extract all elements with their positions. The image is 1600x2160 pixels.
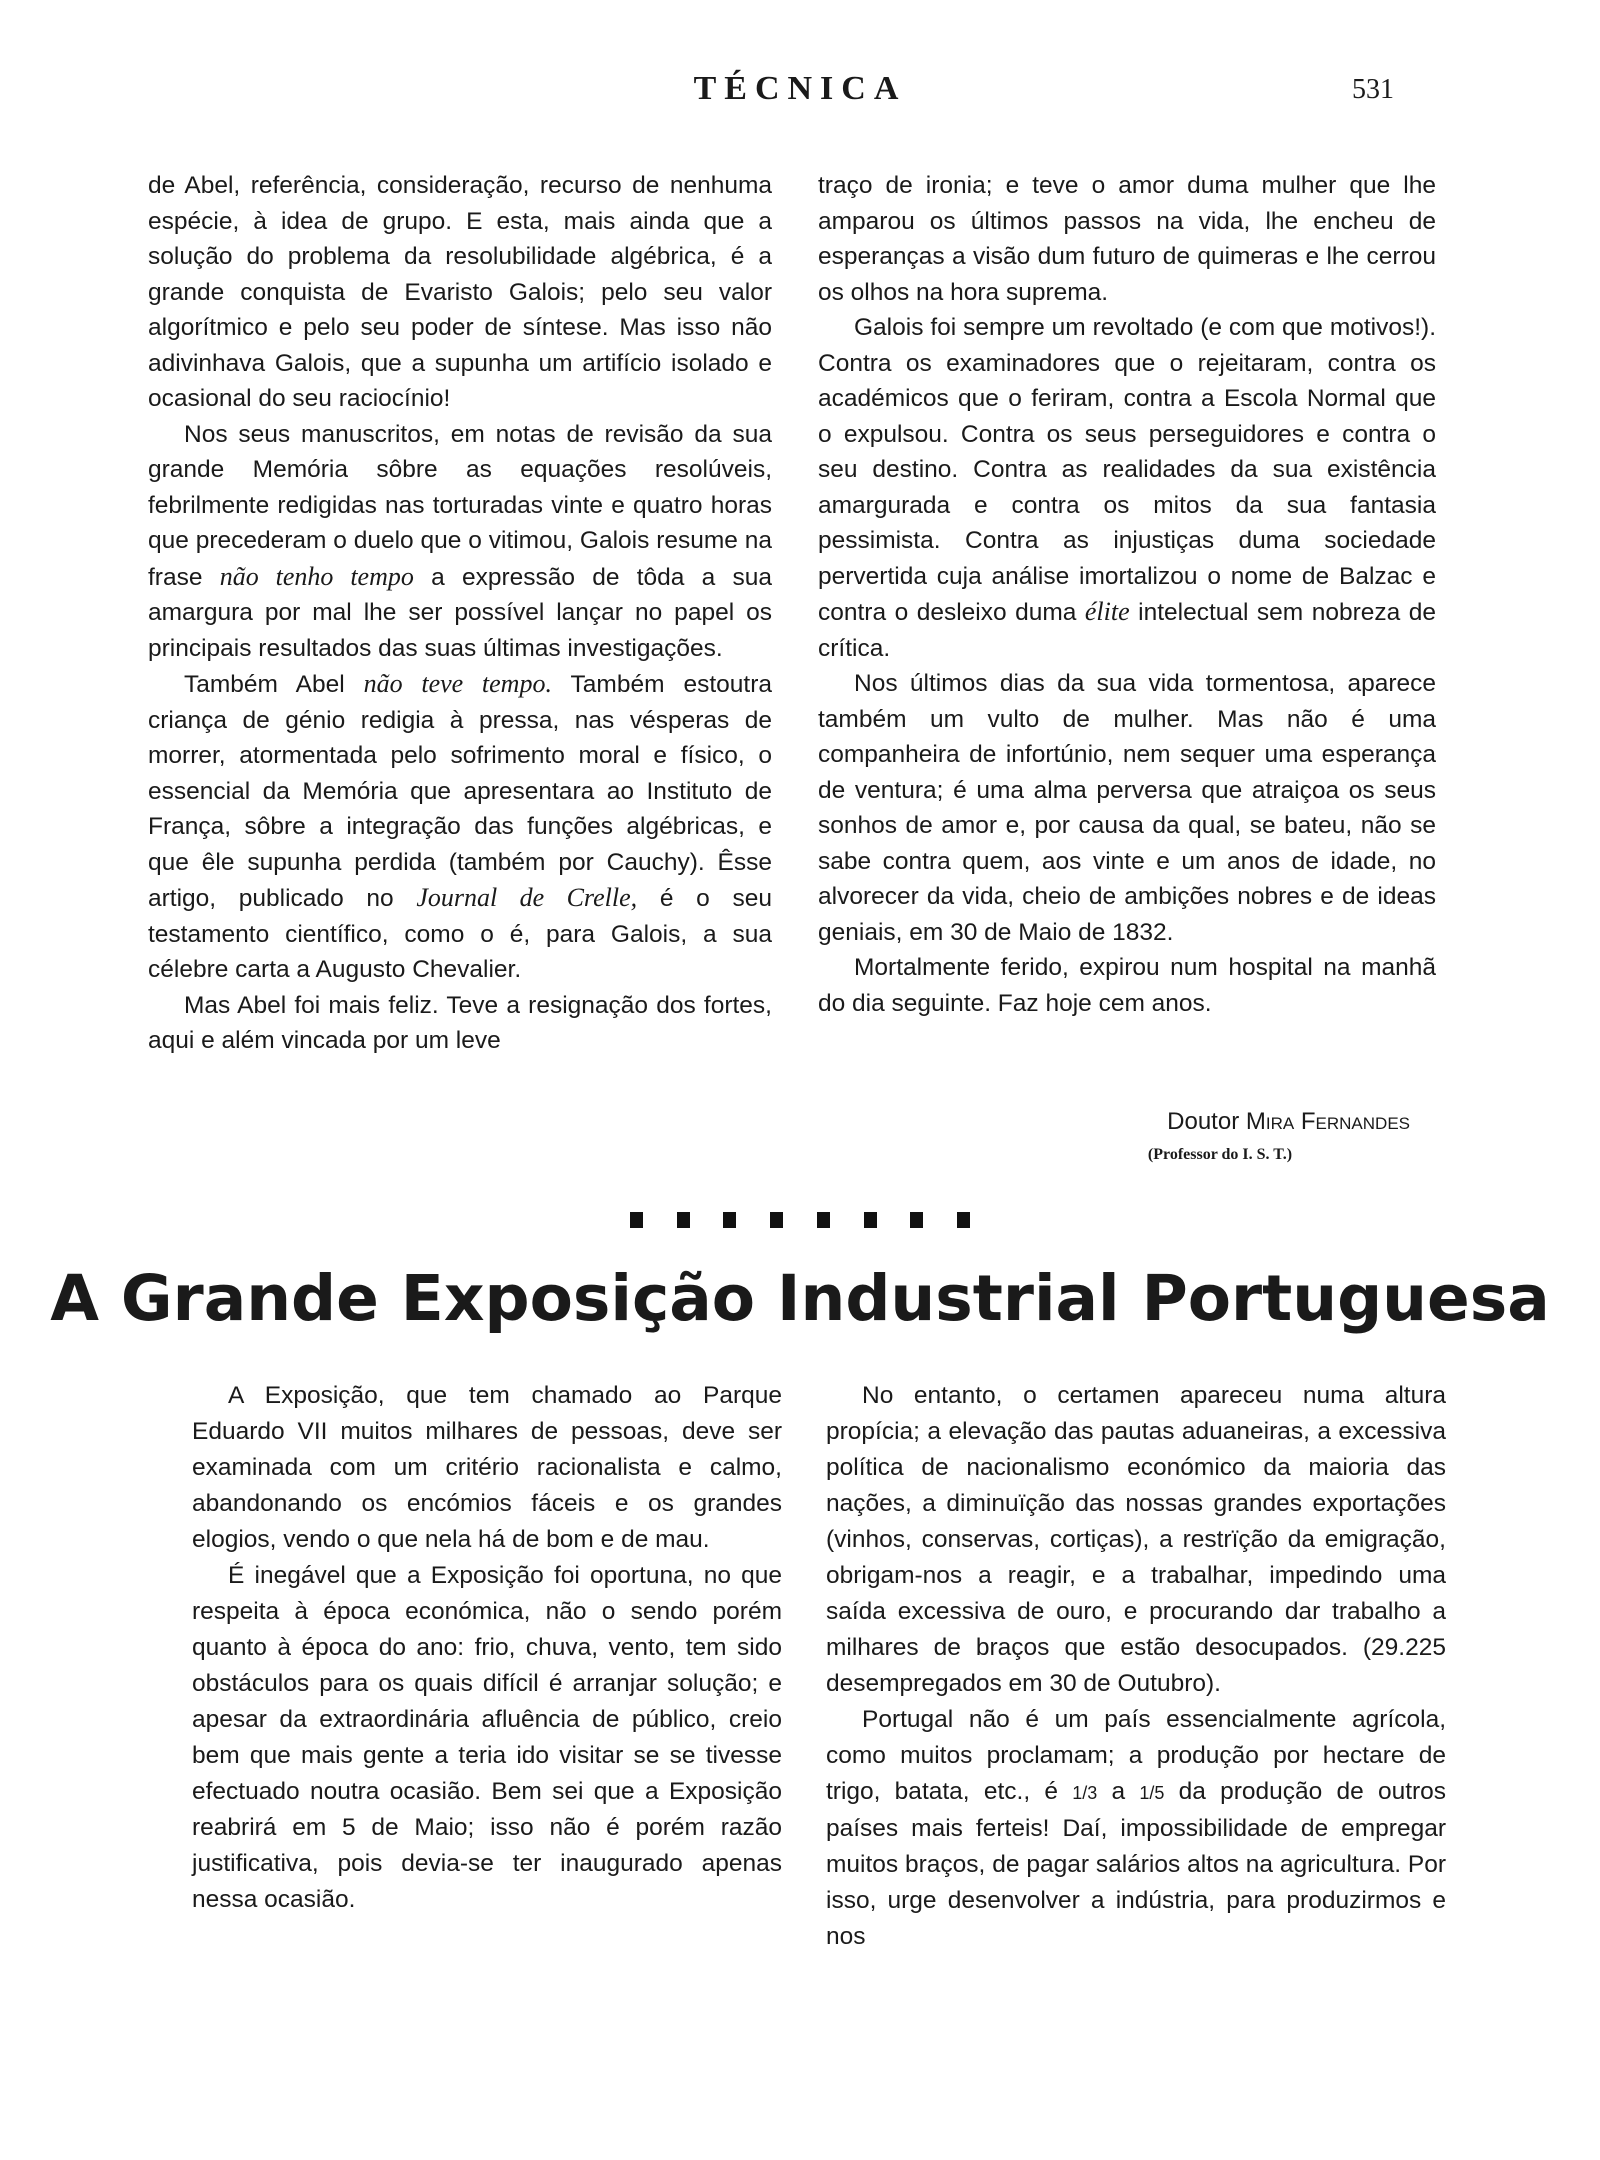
article-headline: A Grande Exposição Industrial Portuguesa [50, 1262, 1550, 1335]
paragraph: A Exposição, que tem chamado ao Parque Eduardo VII muitos milhares de pessoas, deve ser examinada com um critério racionalista e calmo, abandonando os encómios fáceis e os grandes elogios, vendo o que nela há de bom e de mau. [192, 1382, 782, 1553]
paragraph: Nos últimos dias da sua vida tormentosa, aparece também um vulto de mulher. Mas não é uma companheira de infortúnio, nem sequer uma esperança de ventura; é uma alma perversa que atraiçoa os seus sonhos de amor e, por causa da qual, se bateu, não se sabe contra quem, aos vinte e um anos de idade, no alvorecer da vida, cheio de ambições nobres e de ideas geniais, em 30 de Maio de 1832. [818, 670, 1436, 946]
separator-square [817, 1212, 830, 1228]
article1-left-column [148, 168, 772, 1059]
italic-word: élite [1084, 597, 1130, 626]
separator-square [957, 1212, 970, 1228]
italic-journal-title: Journal de Crelle, [416, 883, 638, 912]
section-separator [630, 1212, 970, 1228]
fraction: 1/5 [1139, 1783, 1165, 1803]
italic-phrase: não tenho tempo [219, 561, 414, 591]
fraction: 1/3 [1072, 1783, 1098, 1803]
paragraph: traço de ironia; e teve o amor duma mulher que lhe amparou os últimos passos na vida, lhe encheu de esperanças a visão dum futuro de quimeras e lhe cerrou os olhos na hora suprema. [818, 172, 1436, 306]
paragraph: Galois foi sempre um revoltado (e com que motivos!). Contra os examinadores que o rejeitaram, contra os académicos que o feriram, contra a Escola Normal que o expulsou. Contra os seus perseguidores e contra o seu destino. Contra as realidades da sua existência amargurada e contra os mitos da sua fantasia pessimista. Contra as injustiças duma sociedade pervertida cuja análise imortalizou o nome de Balzac e contra o desleixo duma élite intelectual sem nobreza de crítica. [818, 314, 1436, 662]
article2-left-column [192, 1378, 782, 1918]
article2-right-column [826, 1378, 1446, 1955]
paragraph: Mortalmente ferido, expirou num hospital na manhã do dia seguinte. Faz hoje cem anos. [818, 954, 1436, 1017]
italic-phrase: não teve tempo. [363, 669, 552, 698]
paragraph: No entanto, o certamen apareceu numa altura propícia; a elevação das pautas aduaneiras, a excessiva política de nacionalismo económico da maioria das nações, a diminuïção das nossas grandes exportações (vinhos, conservas, cortiças), a restrïção da emigração, obrigam-nos a reagir, e a trabalhar, impedindo uma saída excessiva de ouro, e procurando dar trabalho a milhares de braços que estão desocupados. (29.225 desempregados em 30 de Outubro). [826, 1382, 1446, 1697]
signature-title: Doutor [1167, 1108, 1240, 1135]
separator-square [770, 1212, 783, 1228]
separator-square [864, 1212, 877, 1228]
separator-square [677, 1212, 690, 1228]
separator-square [910, 1212, 923, 1228]
signature-name: Mira Fernandes [1245, 1108, 1410, 1135]
separator-square [723, 1212, 736, 1228]
paragraph: de Abel, referência, consideração, recurso de nenhuma espécie, à idea de grupo. E esta, mais ainda que a solução do problema da resolubilidade algébrica, é a grande conquista de Evaristo Galois; pelo seu valor algorítmico e pelo seu poder de síntese. Mas isso não adivinhava Galois, que a supunha um artifício isolado e ocasional do seu raciocínio! [148, 172, 772, 412]
paragraph: É inegável que a Exposição foi oportuna, no que respeita à época económica, não o sendo porém quanto à época do ano: frio, chuva, vento, tem sido obstáculos para os quais difícil é arranjar solução; e apesar da extraordinária afluência de público, creio bem que mais gente a teria ido visitar se se tivesse efectuado noutra ocasião. Bem sei que a Exposição reabrirá em 5 de Maio; isso não é porém razão justificativa, pois devia-se ter inaugurado apenas nessa ocasião. [192, 1562, 782, 1913]
separator-square [630, 1212, 643, 1228]
author-affiliation: (Professor do I. S. T.) [1147, 1146, 1293, 1163]
article1-right-column [818, 168, 1436, 1021]
paragraph: Nos seus manuscritos, em notas de revisão da sua grande Memória sôbre as equações resolúveis, febrilmente redigidas nas torturadas vinte e quatro horas que precederam o duelo que o vitimou, Galois resume na frase não tenho tempo a expressão de tôda a sua amargura por mal lhe ser possível lançar no papel os principais resultados das suas últimas investigações. [148, 420, 772, 662]
running-header-title: TÉCNICA [693, 70, 907, 107]
paragraph: Portugal não é um país essencialmente agrícola, como muitos proclamam; a produção por hectare de trigo, batata, etc., é 1/3 a 1/5 da produção de outros países mais ferteis! Daí, impossibilidade de empregar muitos braços, de pagar salários altos na agricultura. Por isso, urge desenvolver a indústria, para produzirmos e nos [826, 1706, 1447, 1950]
page-number: 531 [1352, 74, 1394, 105]
paragraph: Também Abel não teve tempo. Também estoutra criança de génio redigia à pressa, nas vésperas de morrer, atormentada pelo sofrimento moral e físico, o essencial da Memória que apresentara ao Instituto de França, sôbre a integração das funções algébricas, e que êle supunha perdida (também por Cauchy). Êsse artigo, publicado no Journal de Crelle, é o seu testamento científico, como o é, para Galois, a sua célebre carta a Augusto Chevalier. [148, 669, 773, 983]
paragraph: Mas Abel foi mais feliz. Teve a resignação dos fortes, aqui e além vincada por um leve [148, 991, 772, 1054]
author-signature [1030, 1108, 1410, 1136]
